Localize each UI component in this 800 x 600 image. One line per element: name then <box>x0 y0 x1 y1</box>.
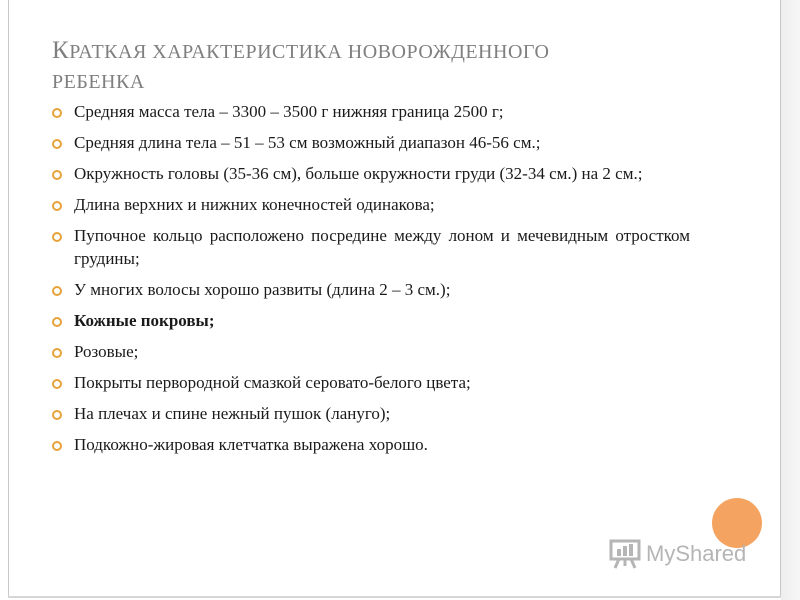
slide-frame-bottom <box>8 596 781 598</box>
list-item <box>50 193 690 216</box>
slide-title <box>52 36 732 97</box>
list-item <box>50 100 690 123</box>
bullet-icon <box>52 348 62 358</box>
list-item-text: Средняя длина тела – 51 – 53 см возможный диапазон 46-56 см.; <box>74 133 541 152</box>
list-item <box>50 371 690 394</box>
list-item-text: Средняя масса тела – 3300 – 3500 г нижняя граница 2500 г; <box>74 102 504 121</box>
list-item-text: Длина верхних и нижних конечностей одинакова; <box>74 195 435 214</box>
bullet-icon <box>52 108 62 118</box>
watermark-text: MyShared <box>646 541 747 566</box>
bullet-icon <box>52 379 62 389</box>
list-item-text: Кожные покровы; <box>74 311 215 330</box>
list-item <box>50 278 690 301</box>
list-item-text: Покрыты первородной смазкой серовато-белого цвета; <box>74 373 471 392</box>
presentation-board-icon <box>608 537 642 571</box>
list-item <box>50 340 690 363</box>
watermark-logo <box>608 534 746 574</box>
list-item-text: У многих волосы хорошо развиты (длина 2 – 3 см.); <box>74 280 451 299</box>
list-item <box>50 224 690 270</box>
list-item <box>50 131 690 154</box>
bullet-icon <box>52 317 62 327</box>
bullet-icon <box>52 170 62 180</box>
list-item-text: Окружность головы (35-36 см), больше окружности груди (32-34 см.) на 2 см.; <box>74 164 643 183</box>
title-line1-rest: РАТКАЯ ХАРАКТЕРИСТИКА НОВОРОЖДЕННОГО <box>69 41 550 63</box>
list-item <box>50 433 690 456</box>
list-item-text: Пупочное кольцо расположено посредине между лоном и мечевидным отростком грудины; <box>74 226 690 268</box>
bullet-list <box>50 100 690 464</box>
bullet-icon <box>52 441 62 451</box>
right-shade <box>781 0 800 600</box>
bullet-icon <box>52 410 62 420</box>
bullet-icon <box>52 201 62 211</box>
list-item-text: На плечах и спине нежный пушок (лануго); <box>74 404 391 423</box>
title-capital-letter: К <box>52 37 70 64</box>
list-item <box>50 402 690 425</box>
bullet-icon <box>52 139 62 149</box>
bullet-icon <box>52 286 62 296</box>
bullet-icon <box>52 232 62 242</box>
title-line2: РЕБЕНКА <box>52 71 145 93</box>
list-item-heading <box>50 309 690 332</box>
list-item <box>50 162 690 185</box>
list-item-text: Подкожно-жировая клетчатка выражена хорошо. <box>74 435 428 454</box>
list-item-text: Розовые; <box>74 342 139 361</box>
